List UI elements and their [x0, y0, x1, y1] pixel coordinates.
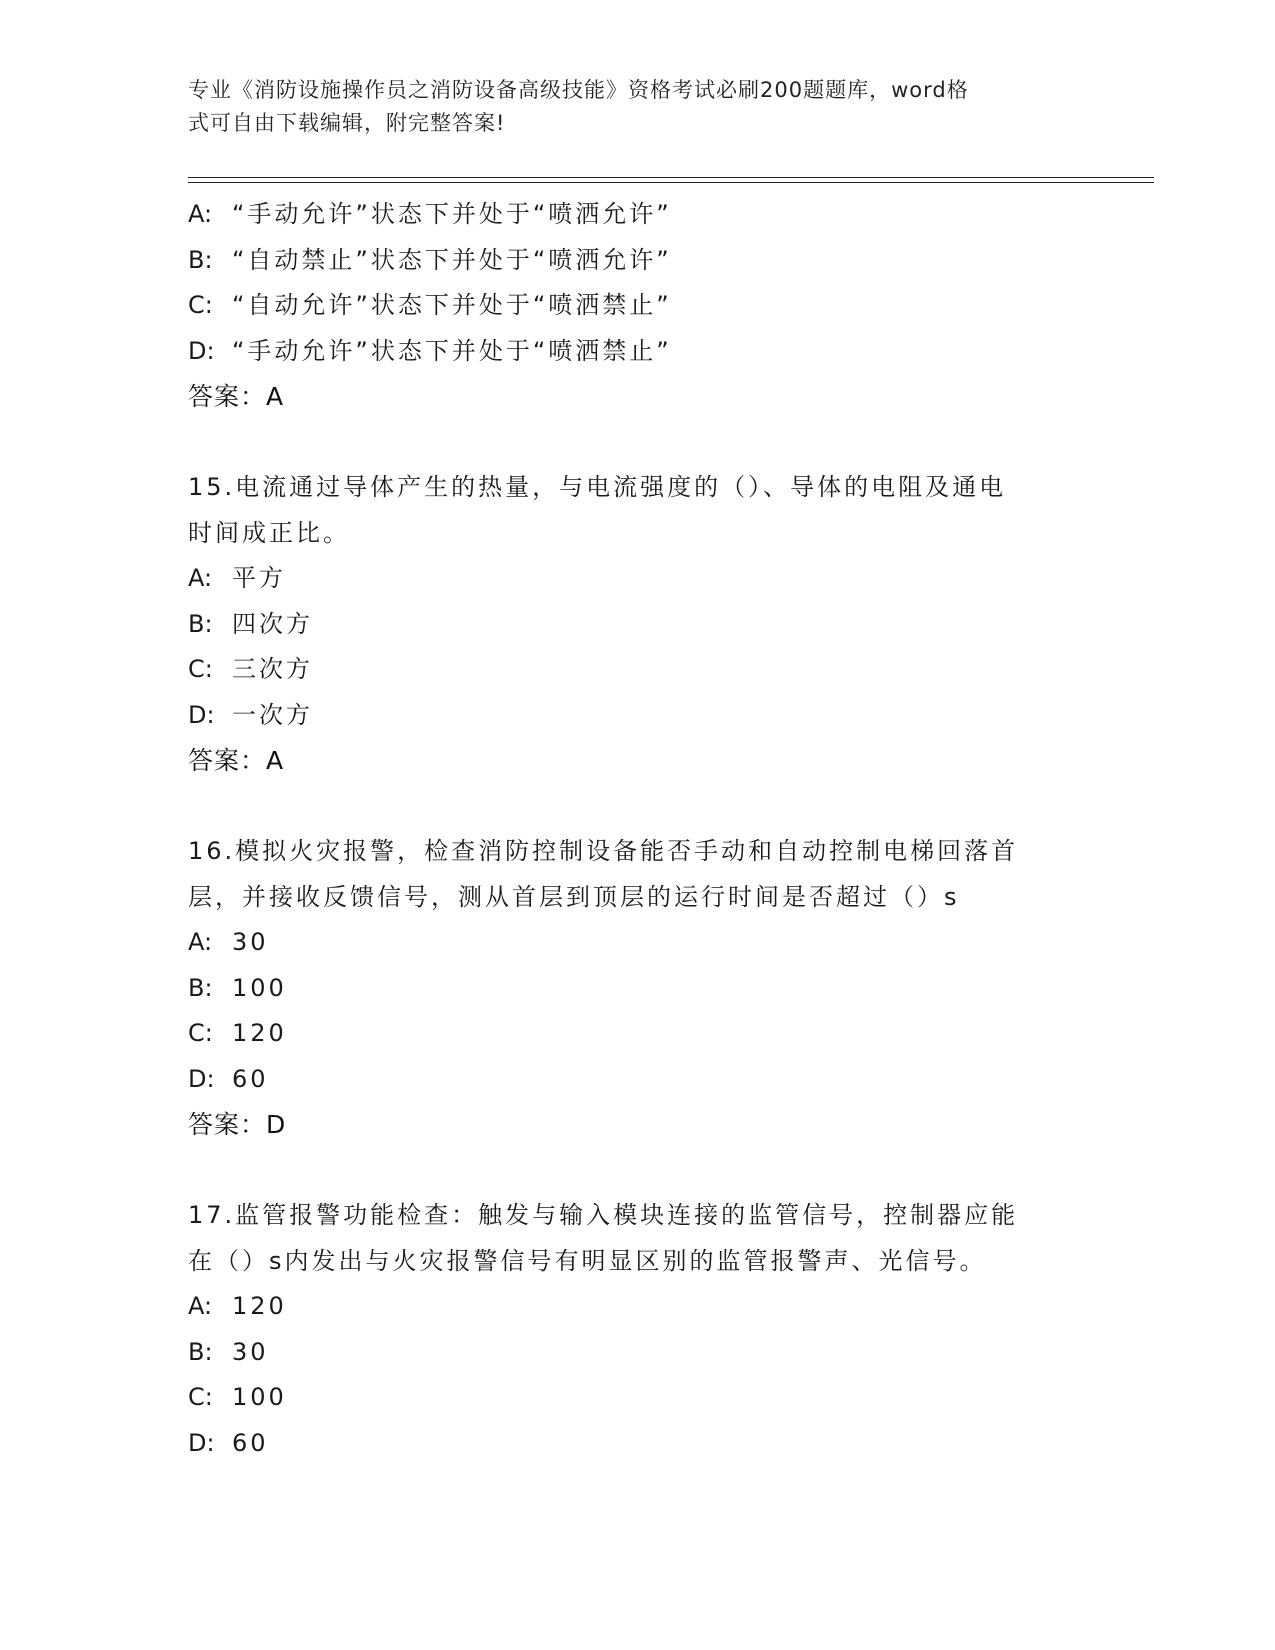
option-text: “自动允许”状态下并处于“喷洒禁止”: [232, 291, 672, 319]
option-letter: B:: [188, 973, 213, 1002]
option-text: 60: [232, 1064, 269, 1093]
option-letter: D:: [188, 336, 215, 365]
question-text-line-1: 17.监管报警功能检查：触发与输入模块连接的监管信号，控制器应能: [188, 1201, 1019, 1229]
option-letter: A:: [188, 928, 213, 956]
option-text: 30: [232, 1337, 269, 1366]
option-letter: C:: [188, 1019, 213, 1047]
option-letter: A:: [188, 200, 213, 228]
answer-line: 答案：A: [188, 746, 285, 775]
spacer: [188, 420, 1088, 466]
option-c: [188, 647, 1088, 693]
option-text: 平方: [232, 564, 286, 592]
option-b: [188, 602, 1088, 648]
option-letter: B:: [188, 609, 213, 638]
option-text: “自动禁止”状态下并处于“喷洒允许”: [232, 245, 672, 274]
option-letter: C:: [188, 1383, 213, 1411]
spacer: [188, 784, 1088, 830]
option-b: [188, 1330, 1088, 1376]
option-letter: A:: [188, 564, 213, 592]
option-letter: D:: [188, 700, 215, 729]
question-16: [188, 829, 1088, 1148]
question-17: [188, 1193, 1088, 1466]
option-a: [188, 556, 1088, 602]
answer-line: 答案：D: [188, 1110, 287, 1139]
option-text: 四次方: [232, 609, 313, 638]
question-text-line-1: 16.模拟火灾报警，检查消防控制设备能否手动和自动控制电梯回落首: [188, 837, 1019, 865]
header-divider-bottom: [188, 182, 1154, 183]
option-b: [188, 966, 1088, 1012]
option-text: 一次方: [232, 700, 313, 729]
question-text-line-2: 在（）s内发出与火灾报警信号有明显区别的监管报警声、光信号。: [188, 1246, 987, 1275]
question-14: [188, 192, 1088, 420]
option-text: 120: [232, 1292, 287, 1320]
option-letter: C:: [188, 655, 213, 683]
option-d: [188, 1057, 1088, 1103]
option-c: [188, 1011, 1088, 1057]
option-d: [188, 1421, 1088, 1467]
option-a: [188, 920, 1088, 966]
question-text-line-1: 15.电流通过导体产生的热量，与电流强度的（）、导体的电阻及通电: [188, 473, 1007, 501]
question-text-line-2: 层，并接收反馈信号，测从首层到顶层的运行时间是否超过（）s: [188, 882, 960, 911]
option-text: “手动允许”状态下并处于“喷洒禁止”: [232, 336, 672, 365]
header-line-1: 专业《消防设施操作员之消防设备高级技能》资格考试必刷200题题库，word格: [188, 78, 969, 102]
option-b: [188, 238, 1088, 284]
option-c: [188, 283, 1088, 329]
option-text: 30: [232, 928, 269, 956]
option-letter: C:: [188, 291, 213, 319]
question-text-line-2: 时间成正比。: [188, 518, 350, 547]
option-text: 三次方: [232, 655, 313, 683]
answer-line: 答案：A: [188, 382, 285, 411]
option-a: [188, 1284, 1088, 1330]
spacer: [188, 1148, 1088, 1194]
option-a: [188, 192, 1088, 238]
option-letter: B:: [188, 1337, 213, 1366]
header-line-2: 式可自由下载编辑，附完整答案!: [188, 111, 506, 135]
option-text: “手动允许”状态下并处于“喷洒允许”: [232, 200, 672, 228]
option-d: [188, 693, 1088, 739]
question-15: [188, 465, 1088, 784]
option-text: 100: [232, 1383, 287, 1411]
option-letter: A:: [188, 1292, 213, 1320]
option-d: [188, 329, 1088, 375]
option-letter: D:: [188, 1428, 215, 1457]
option-letter: D:: [188, 1064, 215, 1093]
option-c: [188, 1375, 1088, 1421]
document-header: [188, 74, 1068, 140]
header-divider-top: [188, 177, 1154, 178]
option-letter: B:: [188, 245, 213, 274]
question-list: [188, 192, 1088, 1466]
option-text: 60: [232, 1428, 269, 1457]
option-text: 120: [232, 1019, 287, 1047]
option-text: 100: [232, 973, 287, 1002]
